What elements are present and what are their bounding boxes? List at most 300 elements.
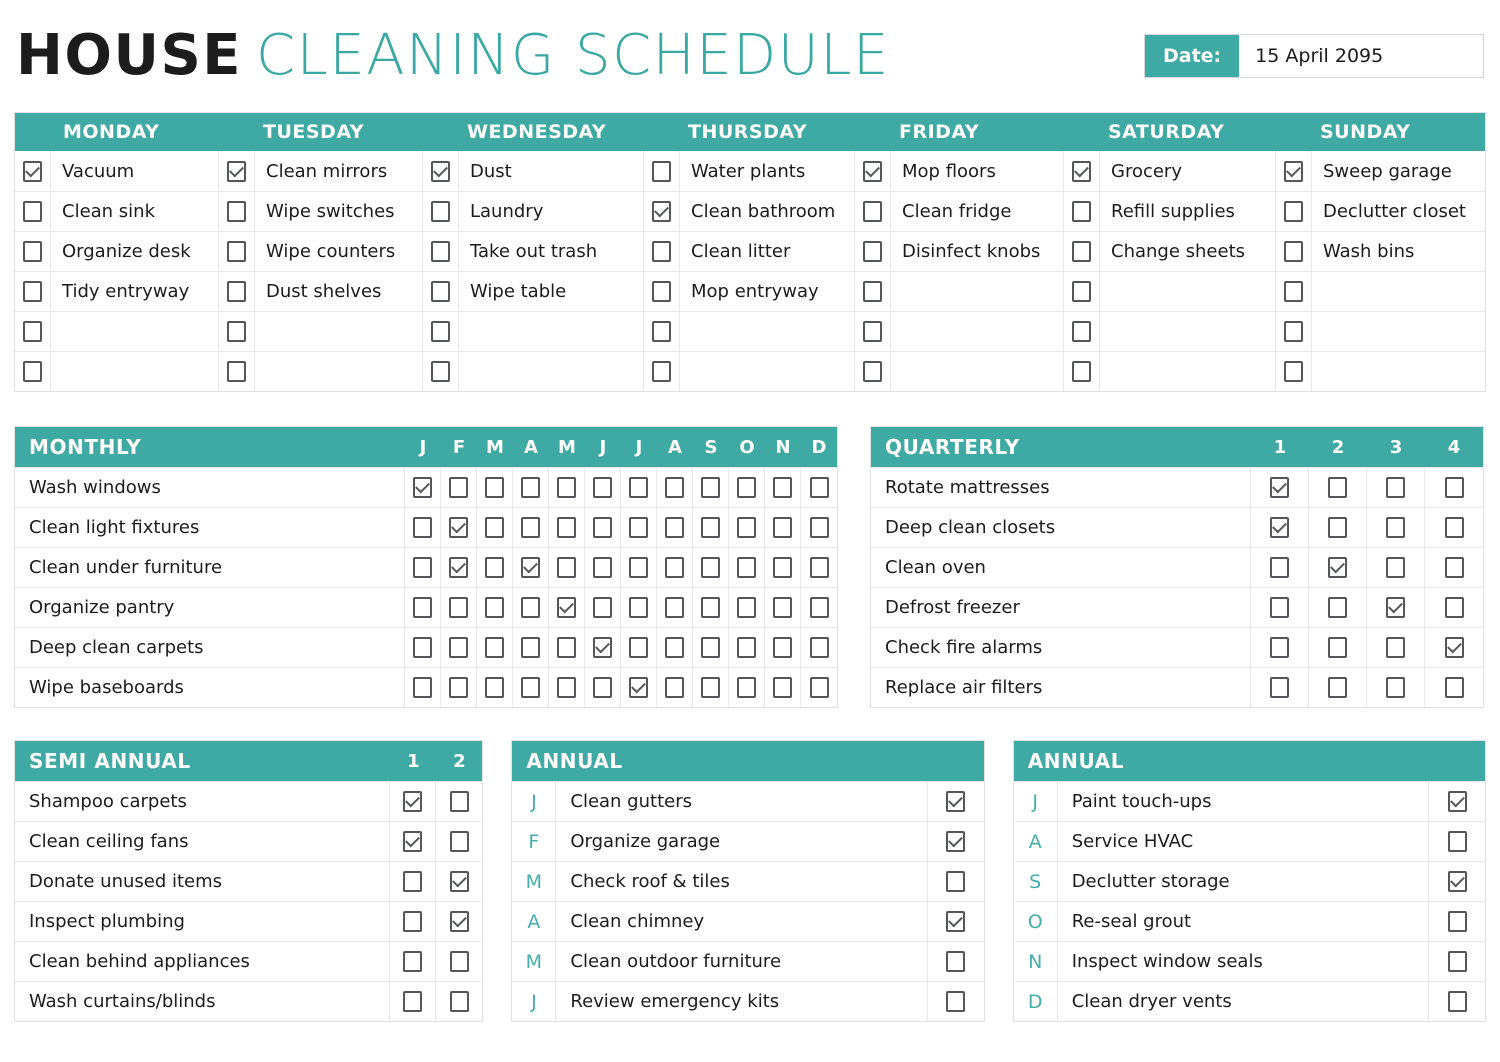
task-checkbox[interactable] <box>227 241 246 262</box>
task-checkbox[interactable] <box>665 597 684 618</box>
task-checkbox[interactable] <box>946 951 965 972</box>
monthly-checkbox-cell[interactable] <box>513 548 549 587</box>
quarterly-checkbox-cell[interactable] <box>1309 508 1367 547</box>
monthly-checkbox-cell[interactable] <box>621 588 657 627</box>
task-checkbox[interactable] <box>701 517 720 538</box>
task-checkbox[interactable] <box>413 637 432 658</box>
task-checkbox[interactable] <box>701 477 720 498</box>
weekly-checkbox-cell[interactable] <box>219 192 255 231</box>
task-checkbox[interactable] <box>665 637 684 658</box>
task-checkbox[interactable] <box>652 281 671 302</box>
task-checkbox[interactable] <box>1328 477 1347 498</box>
monthly-checkbox-cell[interactable] <box>549 508 585 547</box>
quarterly-checkbox-cell[interactable] <box>1309 548 1367 587</box>
task-checkbox[interactable] <box>773 637 792 658</box>
task-checkbox[interactable] <box>1284 241 1303 262</box>
monthly-checkbox-cell[interactable] <box>729 668 765 707</box>
monthly-checkbox-cell[interactable] <box>765 548 801 587</box>
task-checkbox[interactable] <box>521 557 540 578</box>
task-checkbox[interactable] <box>403 911 422 932</box>
monthly-checkbox-cell[interactable] <box>693 508 729 547</box>
weekly-checkbox-cell[interactable] <box>1064 272 1100 311</box>
quarterly-checkbox-cell[interactable] <box>1425 628 1483 667</box>
annual-second-checkbox-cell[interactable] <box>1429 782 1485 821</box>
weekly-checkbox-cell[interactable] <box>1064 192 1100 231</box>
task-checkbox[interactable] <box>449 677 468 698</box>
monthly-checkbox-cell[interactable] <box>513 668 549 707</box>
task-checkbox[interactable] <box>1445 637 1464 658</box>
task-checkbox[interactable] <box>1448 791 1467 812</box>
monthly-checkbox-cell[interactable] <box>621 508 657 547</box>
weekly-checkbox-cell[interactable] <box>15 352 51 391</box>
weekly-checkbox-cell[interactable] <box>15 232 51 271</box>
monthly-checkbox-cell[interactable] <box>441 508 477 547</box>
monthly-checkbox-cell[interactable] <box>585 508 621 547</box>
monthly-checkbox-cell[interactable] <box>585 668 621 707</box>
task-checkbox[interactable] <box>946 871 965 892</box>
annual-second-checkbox-cell[interactable] <box>1429 862 1485 901</box>
task-checkbox[interactable] <box>450 991 469 1012</box>
task-checkbox[interactable] <box>1445 597 1464 618</box>
date-field[interactable] <box>1144 34 1484 78</box>
task-checkbox[interactable] <box>557 597 576 618</box>
task-checkbox[interactable] <box>1072 201 1091 222</box>
task-checkbox[interactable] <box>1386 557 1405 578</box>
semi-annual-checkbox-cell[interactable] <box>390 942 436 981</box>
task-checkbox[interactable] <box>652 321 671 342</box>
monthly-checkbox-cell[interactable] <box>657 628 693 667</box>
monthly-checkbox-cell[interactable] <box>549 628 585 667</box>
monthly-checkbox-cell[interactable] <box>765 588 801 627</box>
semi-annual-checkbox-cell[interactable] <box>390 902 436 941</box>
monthly-checkbox-cell[interactable] <box>693 588 729 627</box>
task-checkbox[interactable] <box>863 201 882 222</box>
task-checkbox[interactable] <box>863 281 882 302</box>
task-checkbox[interactable] <box>810 677 829 698</box>
task-checkbox[interactable] <box>946 991 965 1012</box>
task-checkbox[interactable] <box>810 517 829 538</box>
weekly-checkbox-cell[interactable] <box>644 232 680 271</box>
monthly-checkbox-cell[interactable] <box>477 548 513 587</box>
task-checkbox[interactable] <box>1328 557 1347 578</box>
weekly-checkbox-cell[interactable] <box>423 312 459 351</box>
monthly-checkbox-cell[interactable] <box>729 628 765 667</box>
quarterly-checkbox-cell[interactable] <box>1367 668 1425 707</box>
task-checkbox[interactable] <box>450 831 469 852</box>
weekly-checkbox-cell[interactable] <box>1276 151 1312 191</box>
monthly-checkbox-cell[interactable] <box>405 508 441 547</box>
task-checkbox[interactable] <box>737 557 756 578</box>
quarterly-checkbox-cell[interactable] <box>1425 668 1483 707</box>
task-checkbox[interactable] <box>593 637 612 658</box>
monthly-checkbox-cell[interactable] <box>477 508 513 547</box>
quarterly-checkbox-cell[interactable] <box>1425 468 1483 507</box>
weekly-checkbox-cell[interactable] <box>644 312 680 351</box>
task-checkbox[interactable] <box>629 677 648 698</box>
weekly-checkbox-cell[interactable] <box>15 151 51 191</box>
quarterly-checkbox-cell[interactable] <box>1367 548 1425 587</box>
task-checkbox[interactable] <box>652 201 671 222</box>
task-checkbox[interactable] <box>593 597 612 618</box>
weekly-checkbox-cell[interactable] <box>1064 312 1100 351</box>
task-checkbox[interactable] <box>1270 517 1289 538</box>
monthly-checkbox-cell[interactable] <box>549 668 585 707</box>
task-checkbox[interactable] <box>629 637 648 658</box>
monthly-checkbox-cell[interactable] <box>657 468 693 507</box>
task-checkbox[interactable] <box>863 361 882 382</box>
monthly-checkbox-cell[interactable] <box>765 668 801 707</box>
annual-first-checkbox-cell[interactable] <box>928 982 984 1021</box>
monthly-checkbox-cell[interactable] <box>657 588 693 627</box>
task-checkbox[interactable] <box>946 911 965 932</box>
semi-annual-checkbox-cell[interactable] <box>436 902 482 941</box>
task-checkbox[interactable] <box>1072 361 1091 382</box>
task-checkbox[interactable] <box>1284 361 1303 382</box>
task-checkbox[interactable] <box>450 871 469 892</box>
monthly-checkbox-cell[interactable] <box>585 588 621 627</box>
quarterly-checkbox-cell[interactable] <box>1251 628 1309 667</box>
monthly-checkbox-cell[interactable] <box>585 628 621 667</box>
monthly-checkbox-cell[interactable] <box>441 668 477 707</box>
monthly-checkbox-cell[interactable] <box>513 588 549 627</box>
weekly-checkbox-cell[interactable] <box>855 352 891 391</box>
annual-second-checkbox-cell[interactable] <box>1429 942 1485 981</box>
task-checkbox[interactable] <box>1270 557 1289 578</box>
weekly-checkbox-cell[interactable] <box>644 151 680 191</box>
weekly-checkbox-cell[interactable] <box>1064 352 1100 391</box>
task-checkbox[interactable] <box>773 597 792 618</box>
task-checkbox[interactable] <box>665 477 684 498</box>
task-checkbox[interactable] <box>1386 477 1405 498</box>
task-checkbox[interactable] <box>521 477 540 498</box>
task-checkbox[interactable] <box>227 201 246 222</box>
task-checkbox[interactable] <box>227 281 246 302</box>
monthly-checkbox-cell[interactable] <box>549 548 585 587</box>
task-checkbox[interactable] <box>23 201 42 222</box>
task-checkbox[interactable] <box>1284 321 1303 342</box>
weekly-checkbox-cell[interactable] <box>219 272 255 311</box>
task-checkbox[interactable] <box>1270 637 1289 658</box>
weekly-checkbox-cell[interactable] <box>1064 232 1100 271</box>
monthly-checkbox-cell[interactable] <box>729 508 765 547</box>
task-checkbox[interactable] <box>1270 597 1289 618</box>
task-checkbox[interactable] <box>593 517 612 538</box>
monthly-checkbox-cell[interactable] <box>729 588 765 627</box>
task-checkbox[interactable] <box>449 557 468 578</box>
task-checkbox[interactable] <box>1072 281 1091 302</box>
task-checkbox[interactable] <box>665 677 684 698</box>
annual-first-checkbox-cell[interactable] <box>928 822 984 861</box>
weekly-checkbox-cell[interactable] <box>219 352 255 391</box>
monthly-checkbox-cell[interactable] <box>729 468 765 507</box>
quarterly-checkbox-cell[interactable] <box>1425 588 1483 627</box>
task-checkbox[interactable] <box>737 677 756 698</box>
semi-annual-checkbox-cell[interactable] <box>390 822 436 861</box>
annual-first-checkbox-cell[interactable] <box>928 782 984 821</box>
weekly-checkbox-cell[interactable] <box>219 232 255 271</box>
task-checkbox[interactable] <box>1328 637 1347 658</box>
task-checkbox[interactable] <box>1448 871 1467 892</box>
task-checkbox[interactable] <box>23 241 42 262</box>
weekly-checkbox-cell[interactable] <box>423 232 459 271</box>
monthly-checkbox-cell[interactable] <box>405 628 441 667</box>
task-checkbox[interactable] <box>1386 637 1405 658</box>
task-checkbox[interactable] <box>413 557 432 578</box>
task-checkbox[interactable] <box>652 241 671 262</box>
weekly-checkbox-cell[interactable] <box>219 312 255 351</box>
task-checkbox[interactable] <box>665 557 684 578</box>
task-checkbox[interactable] <box>629 477 648 498</box>
monthly-checkbox-cell[interactable] <box>441 468 477 507</box>
semi-annual-checkbox-cell[interactable] <box>436 782 482 821</box>
task-checkbox[interactable] <box>1445 557 1464 578</box>
task-checkbox[interactable] <box>403 951 422 972</box>
task-checkbox[interactable] <box>1445 477 1464 498</box>
task-checkbox[interactable] <box>1270 477 1289 498</box>
quarterly-checkbox-cell[interactable] <box>1251 588 1309 627</box>
weekly-checkbox-cell[interactable] <box>855 272 891 311</box>
semi-annual-checkbox-cell[interactable] <box>390 982 436 1021</box>
weekly-checkbox-cell[interactable] <box>855 151 891 191</box>
task-checkbox[interactable] <box>227 321 246 342</box>
quarterly-checkbox-cell[interactable] <box>1309 588 1367 627</box>
task-checkbox[interactable] <box>1072 241 1091 262</box>
task-checkbox[interactable] <box>23 321 42 342</box>
task-checkbox[interactable] <box>863 161 882 182</box>
monthly-checkbox-cell[interactable] <box>693 548 729 587</box>
task-checkbox[interactable] <box>413 517 432 538</box>
monthly-checkbox-cell[interactable] <box>513 628 549 667</box>
task-checkbox[interactable] <box>946 831 965 852</box>
quarterly-checkbox-cell[interactable] <box>1251 468 1309 507</box>
weekly-checkbox-cell[interactable] <box>644 272 680 311</box>
task-checkbox[interactable] <box>1445 677 1464 698</box>
monthly-checkbox-cell[interactable] <box>621 668 657 707</box>
weekly-checkbox-cell[interactable] <box>1276 312 1312 351</box>
task-checkbox[interactable] <box>431 281 450 302</box>
weekly-checkbox-cell[interactable] <box>15 312 51 351</box>
weekly-checkbox-cell[interactable] <box>1276 272 1312 311</box>
task-checkbox[interactable] <box>557 477 576 498</box>
weekly-checkbox-cell[interactable] <box>1276 352 1312 391</box>
weekly-checkbox-cell[interactable] <box>855 312 891 351</box>
task-checkbox[interactable] <box>810 477 829 498</box>
annual-first-checkbox-cell[interactable] <box>928 942 984 981</box>
task-checkbox[interactable] <box>431 201 450 222</box>
weekly-checkbox-cell[interactable] <box>423 192 459 231</box>
monthly-checkbox-cell[interactable] <box>405 668 441 707</box>
monthly-checkbox-cell[interactable] <box>801 468 837 507</box>
task-checkbox[interactable] <box>557 557 576 578</box>
annual-first-checkbox-cell[interactable] <box>928 862 984 901</box>
quarterly-checkbox-cell[interactable] <box>1309 628 1367 667</box>
quarterly-checkbox-cell[interactable] <box>1367 508 1425 547</box>
weekly-checkbox-cell[interactable] <box>219 151 255 191</box>
monthly-checkbox-cell[interactable] <box>585 468 621 507</box>
monthly-checkbox-cell[interactable] <box>477 668 513 707</box>
annual-second-checkbox-cell[interactable] <box>1429 902 1485 941</box>
monthly-checkbox-cell[interactable] <box>693 468 729 507</box>
monthly-checkbox-cell[interactable] <box>765 628 801 667</box>
task-checkbox[interactable] <box>737 477 756 498</box>
task-checkbox[interactable] <box>1386 597 1405 618</box>
task-checkbox[interactable] <box>23 281 42 302</box>
monthly-checkbox-cell[interactable] <box>801 628 837 667</box>
monthly-checkbox-cell[interactable] <box>405 468 441 507</box>
task-checkbox[interactable] <box>449 477 468 498</box>
task-checkbox[interactable] <box>629 557 648 578</box>
monthly-checkbox-cell[interactable] <box>621 468 657 507</box>
monthly-checkbox-cell[interactable] <box>477 628 513 667</box>
monthly-checkbox-cell[interactable] <box>765 508 801 547</box>
task-checkbox[interactable] <box>773 517 792 538</box>
weekly-checkbox-cell[interactable] <box>644 352 680 391</box>
monthly-checkbox-cell[interactable] <box>405 588 441 627</box>
task-checkbox[interactable] <box>413 477 432 498</box>
semi-annual-checkbox-cell[interactable] <box>390 782 436 821</box>
task-checkbox[interactable] <box>485 637 504 658</box>
monthly-checkbox-cell[interactable] <box>801 508 837 547</box>
task-checkbox[interactable] <box>701 637 720 658</box>
quarterly-checkbox-cell[interactable] <box>1425 548 1483 587</box>
monthly-checkbox-cell[interactable] <box>549 468 585 507</box>
task-checkbox[interactable] <box>1448 911 1467 932</box>
task-checkbox[interactable] <box>737 597 756 618</box>
task-checkbox[interactable] <box>557 677 576 698</box>
task-checkbox[interactable] <box>431 361 450 382</box>
task-checkbox[interactable] <box>403 991 422 1012</box>
task-checkbox[interactable] <box>227 361 246 382</box>
semi-annual-checkbox-cell[interactable] <box>436 982 482 1021</box>
weekly-checkbox-cell[interactable] <box>423 151 459 191</box>
task-checkbox[interactable] <box>737 637 756 658</box>
monthly-checkbox-cell[interactable] <box>513 468 549 507</box>
task-checkbox[interactable] <box>557 637 576 658</box>
task-checkbox[interactable] <box>1072 321 1091 342</box>
task-checkbox[interactable] <box>431 241 450 262</box>
monthly-checkbox-cell[interactable] <box>765 468 801 507</box>
quarterly-checkbox-cell[interactable] <box>1367 628 1425 667</box>
task-checkbox[interactable] <box>1448 831 1467 852</box>
date-value[interactable]: 15 April 2095 <box>1239 35 1483 77</box>
task-checkbox[interactable] <box>521 677 540 698</box>
task-checkbox[interactable] <box>701 597 720 618</box>
monthly-checkbox-cell[interactable] <box>549 588 585 627</box>
task-checkbox[interactable] <box>665 517 684 538</box>
task-checkbox[interactable] <box>1448 951 1467 972</box>
annual-second-checkbox-cell[interactable] <box>1429 982 1485 1021</box>
task-checkbox[interactable] <box>557 517 576 538</box>
task-checkbox[interactable] <box>1328 517 1347 538</box>
quarterly-checkbox-cell[interactable] <box>1367 468 1425 507</box>
task-checkbox[interactable] <box>1328 597 1347 618</box>
semi-annual-checkbox-cell[interactable] <box>390 862 436 901</box>
monthly-checkbox-cell[interactable] <box>657 668 693 707</box>
task-checkbox[interactable] <box>773 557 792 578</box>
task-checkbox[interactable] <box>629 597 648 618</box>
monthly-checkbox-cell[interactable] <box>441 628 477 667</box>
monthly-checkbox-cell[interactable] <box>477 588 513 627</box>
quarterly-checkbox-cell[interactable] <box>1309 668 1367 707</box>
task-checkbox[interactable] <box>403 831 422 852</box>
task-checkbox[interactable] <box>1445 517 1464 538</box>
weekly-checkbox-cell[interactable] <box>1276 232 1312 271</box>
task-checkbox[interactable] <box>485 557 504 578</box>
task-checkbox[interactable] <box>629 517 648 538</box>
task-checkbox[interactable] <box>863 241 882 262</box>
task-checkbox[interactable] <box>863 321 882 342</box>
task-checkbox[interactable] <box>521 637 540 658</box>
task-checkbox[interactable] <box>431 321 450 342</box>
task-checkbox[interactable] <box>1072 161 1091 182</box>
task-checkbox[interactable] <box>652 161 671 182</box>
monthly-checkbox-cell[interactable] <box>693 628 729 667</box>
quarterly-checkbox-cell[interactable] <box>1251 548 1309 587</box>
task-checkbox[interactable] <box>227 161 246 182</box>
weekly-checkbox-cell[interactable] <box>423 272 459 311</box>
monthly-checkbox-cell[interactable] <box>801 588 837 627</box>
monthly-checkbox-cell[interactable] <box>621 628 657 667</box>
task-checkbox[interactable] <box>485 677 504 698</box>
monthly-checkbox-cell[interactable] <box>513 508 549 547</box>
weekly-checkbox-cell[interactable] <box>644 192 680 231</box>
monthly-checkbox-cell[interactable] <box>585 548 621 587</box>
task-checkbox[interactable] <box>1448 991 1467 1012</box>
task-checkbox[interactable] <box>23 361 42 382</box>
semi-annual-checkbox-cell[interactable] <box>436 862 482 901</box>
quarterly-checkbox-cell[interactable] <box>1367 588 1425 627</box>
task-checkbox[interactable] <box>485 477 504 498</box>
quarterly-checkbox-cell[interactable] <box>1309 468 1367 507</box>
monthly-checkbox-cell[interactable] <box>657 508 693 547</box>
monthly-checkbox-cell[interactable] <box>477 468 513 507</box>
task-checkbox[interactable] <box>450 791 469 812</box>
task-checkbox[interactable] <box>593 477 612 498</box>
task-checkbox[interactable] <box>1284 201 1303 222</box>
task-checkbox[interactable] <box>810 557 829 578</box>
task-checkbox[interactable] <box>521 597 540 618</box>
semi-annual-checkbox-cell[interactable] <box>436 822 482 861</box>
weekly-checkbox-cell[interactable] <box>1276 192 1312 231</box>
task-checkbox[interactable] <box>1328 677 1347 698</box>
task-checkbox[interactable] <box>403 791 422 812</box>
monthly-checkbox-cell[interactable] <box>801 548 837 587</box>
task-checkbox[interactable] <box>946 791 965 812</box>
weekly-checkbox-cell[interactable] <box>1064 151 1100 191</box>
task-checkbox[interactable] <box>431 161 450 182</box>
monthly-checkbox-cell[interactable] <box>657 548 693 587</box>
task-checkbox[interactable] <box>485 517 504 538</box>
task-checkbox[interactable] <box>701 677 720 698</box>
monthly-checkbox-cell[interactable] <box>441 588 477 627</box>
task-checkbox[interactable] <box>485 597 504 618</box>
annual-second-checkbox-cell[interactable] <box>1429 822 1485 861</box>
task-checkbox[interactable] <box>521 517 540 538</box>
task-checkbox[interactable] <box>449 517 468 538</box>
task-checkbox[interactable] <box>652 361 671 382</box>
task-checkbox[interactable] <box>810 637 829 658</box>
quarterly-checkbox-cell[interactable] <box>1425 508 1483 547</box>
task-checkbox[interactable] <box>1386 677 1405 698</box>
task-checkbox[interactable] <box>593 557 612 578</box>
task-checkbox[interactable] <box>413 597 432 618</box>
monthly-checkbox-cell[interactable] <box>729 548 765 587</box>
quarterly-checkbox-cell[interactable] <box>1251 508 1309 547</box>
weekly-checkbox-cell[interactable] <box>15 192 51 231</box>
task-checkbox[interactable] <box>810 597 829 618</box>
task-checkbox[interactable] <box>1386 517 1405 538</box>
weekly-checkbox-cell[interactable] <box>855 232 891 271</box>
